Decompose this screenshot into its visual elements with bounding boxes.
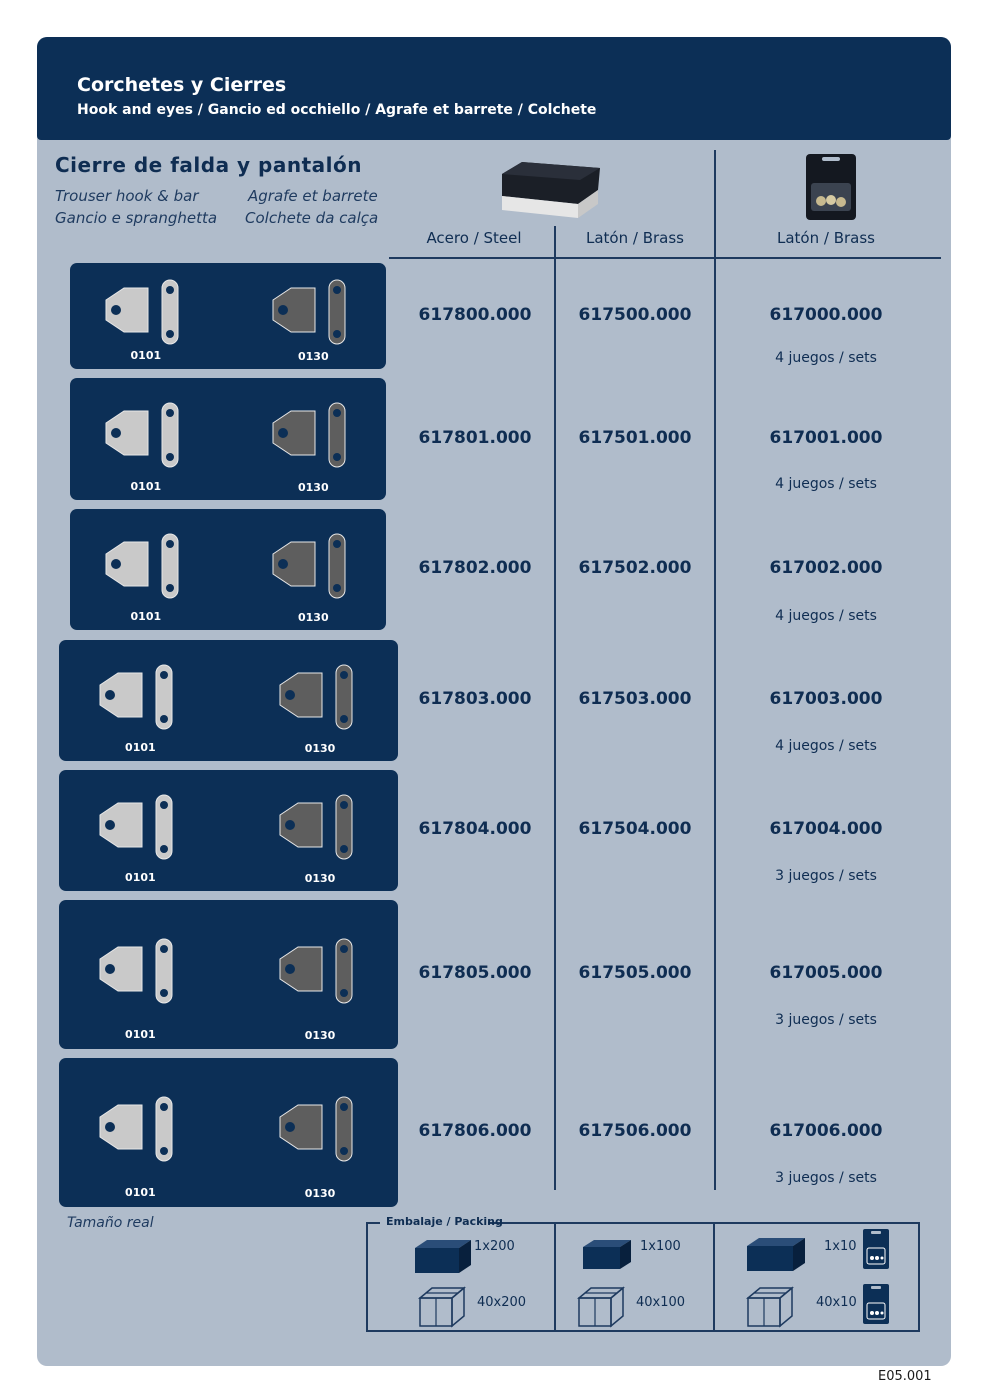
column-header-steel: Acero / Steel: [426, 229, 522, 247]
column-divider: [554, 226, 556, 1190]
brass-hook-image: [270, 785, 370, 871]
column-header-brass-sets: Latón / Brass: [777, 229, 875, 247]
brass-hook-image: [263, 270, 363, 356]
section-subtitle-pt: Colchete da calça: [245, 209, 379, 227]
ref-brass-sets: 617001.000: [769, 428, 883, 448]
carton-icon: [577, 1284, 625, 1328]
ref-brass-sets: 617003.000: [769, 689, 883, 709]
packing-divider: [554, 1222, 556, 1332]
finish-code-steel: 0101: [125, 741, 156, 754]
column-divider: [714, 150, 716, 1190]
finish-code-steel: 0101: [130, 349, 162, 362]
ref-steel: 617802.000: [418, 558, 532, 578]
steel-hook-image: [96, 270, 196, 356]
ref-brass: 617505.000: [578, 963, 692, 983]
packing-rule: [488, 1222, 920, 1224]
ref-brass-sets: 617005.000: [769, 963, 883, 983]
ref-brass: 617502.000: [578, 558, 692, 578]
brass-hook-image: [270, 1087, 370, 1173]
carton-icon: [418, 1284, 466, 1328]
page-subtitle: Hook and eyes / Gancio ed occhiello / Agrafe et barrete / Colchete: [77, 102, 597, 118]
column-header-brass: Latón / Brass: [586, 229, 684, 247]
steel-hook-image: [90, 1087, 190, 1173]
sets-per-pack: 4 juegos / sets: [775, 476, 877, 492]
blister-icon: [862, 1283, 890, 1325]
ref-brass: 617503.000: [578, 689, 692, 709]
sets-per-pack: 3 juegos / sets: [775, 1170, 877, 1186]
brass-hook-image: [263, 524, 363, 610]
packing-carton-qty: 40x10: [816, 1295, 857, 1310]
header-rule: [389, 257, 941, 259]
finish-code-brass: 0130: [304, 872, 336, 885]
sets-per-pack: 3 juegos / sets: [775, 1012, 877, 1028]
sets-per-pack: 4 juegos / sets: [775, 608, 877, 624]
ref-steel: 617801.000: [418, 428, 532, 448]
page-code: E05.001: [878, 1369, 932, 1384]
finish-code-brass: 0130: [298, 481, 329, 494]
section-subtitle-en: Trouser hook & bar: [55, 187, 199, 205]
packing-inner-qty: 1x10: [824, 1239, 857, 1254]
section-title: Cierre de falda y pantalón: [55, 153, 362, 177]
section-subtitle-it: Gancio e spranghetta: [55, 209, 218, 227]
blister-icon: [862, 1228, 890, 1270]
ref-steel: 617800.000: [418, 305, 532, 325]
ref-brass-sets: 617006.000: [769, 1121, 883, 1141]
inner-box-icon: [582, 1239, 632, 1271]
inner-box-icon: [746, 1237, 806, 1273]
packing-rule: [366, 1222, 380, 1224]
steel-hook-image: [90, 655, 190, 741]
ref-brass: 617501.000: [578, 428, 692, 448]
steel-hook-image: [96, 524, 196, 610]
packing-carton-qty: 40x200: [477, 1295, 527, 1310]
brass-hook-image: [270, 655, 370, 741]
finish-code-steel: 0101: [130, 480, 162, 493]
finish-code-brass: 0130: [298, 611, 329, 624]
ref-brass: 617504.000: [578, 819, 692, 839]
packing-divider: [713, 1222, 715, 1332]
carton-icon: [746, 1284, 794, 1328]
packing-label: Embalaje / Packing: [386, 1215, 503, 1228]
blister-pack-image: [805, 153, 857, 221]
ref-brass: 617500.000: [578, 305, 692, 325]
ref-brass: 617506.000: [578, 1121, 692, 1141]
steel-hook-image: [90, 785, 190, 871]
finish-code-brass: 0130: [304, 1029, 336, 1042]
finish-code-brass: 0130: [304, 742, 336, 755]
finish-code-brass: 0130: [298, 350, 329, 363]
real-size-note: Tamaño real: [67, 1215, 154, 1231]
ref-brass-sets: 617000.000: [769, 305, 883, 325]
finish-code-steel: 0101: [125, 1186, 156, 1199]
page-title: Corchetes y Cierres: [77, 74, 287, 96]
packing-inner-qty: 1x200: [474, 1239, 515, 1254]
ref-steel: 617804.000: [418, 819, 532, 839]
finish-code-steel: 0101: [125, 1028, 156, 1041]
brass-hook-image: [270, 929, 370, 1015]
steel-hook-image: [90, 929, 190, 1015]
ref-steel: 617803.000: [418, 689, 532, 709]
ref-brass-sets: 617002.000: [769, 558, 883, 578]
packing-inner-qty: 1x100: [640, 1239, 681, 1254]
sets-per-pack: 3 juegos / sets: [775, 868, 877, 884]
ref-brass-sets: 617004.000: [769, 819, 883, 839]
sets-per-pack: 4 juegos / sets: [775, 738, 877, 754]
finish-code-brass: 0130: [304, 1187, 336, 1200]
brass-hook-image: [263, 393, 363, 479]
packing-carton-qty: 40x100: [636, 1295, 686, 1310]
steel-hook-image: [96, 393, 196, 479]
finish-code-steel: 0101: [125, 871, 156, 884]
section-subtitle-fr: Agrafe et barrete: [248, 187, 378, 205]
product-box-image: [498, 160, 604, 222]
inner-box-icon: [414, 1239, 472, 1275]
sets-per-pack: 4 juegos / sets: [775, 350, 877, 366]
finish-code-steel: 0101: [130, 610, 162, 623]
ref-steel: 617805.000: [418, 963, 532, 983]
ref-steel: 617806.000: [418, 1121, 532, 1141]
